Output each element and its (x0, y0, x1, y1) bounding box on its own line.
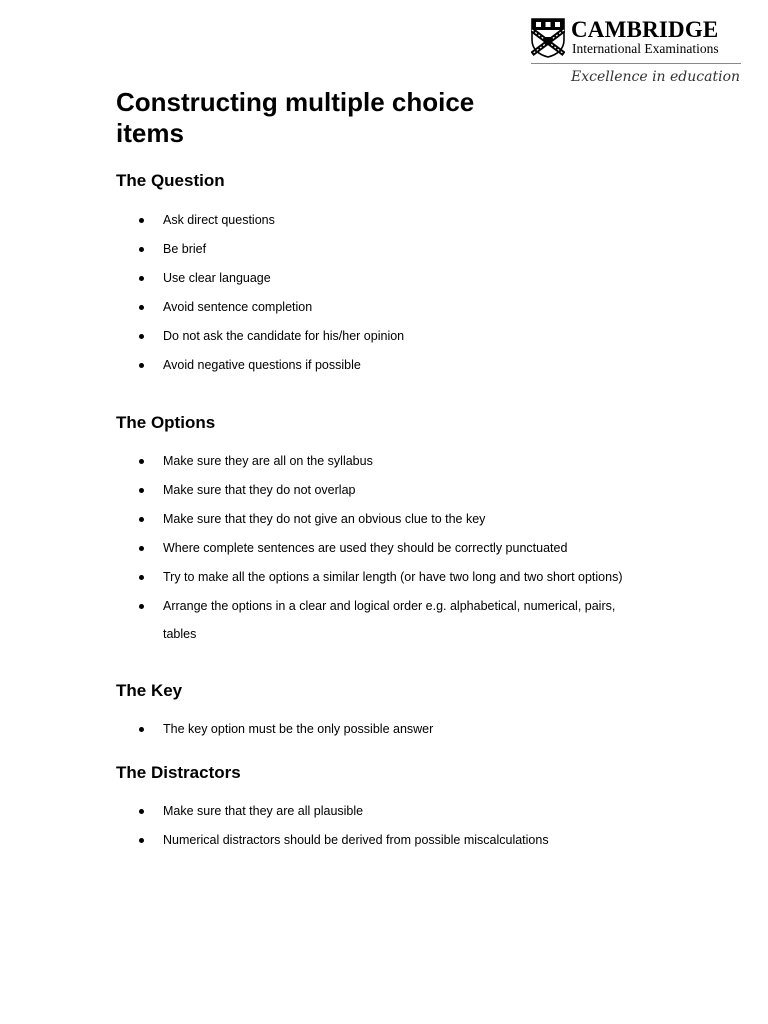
bullet-icon (139, 247, 144, 252)
list-item-text: Do not ask the candidate for his/her opinion (163, 329, 405, 343)
bullet-icon (139, 488, 144, 493)
list-item-text: Avoid sentence completion (163, 300, 313, 314)
list-item-text: The key option must be the only possible answer (163, 722, 434, 736)
list-item-text: Make sure that they do not overlap (163, 483, 356, 497)
bullet-icon (139, 604, 144, 609)
bullet-icon (139, 838, 144, 843)
list-item-text: Avoid negative questions if possible (163, 358, 361, 372)
list-item-text: Ask direct questions (163, 213, 275, 227)
brand-name: CAMBRIDGE (571, 17, 719, 42)
page-title: Constructing multiple choice items (116, 87, 475, 148)
bullet-icon (139, 546, 144, 551)
brand-tagline: Excellence in education (571, 69, 741, 85)
section-heading-options: The Options (116, 413, 216, 432)
list-item-text: Arrange the options in a clear and logical order e.g. alphabetical, numerical, pairs, tables (163, 599, 616, 641)
section-heading-question: The Question (116, 171, 225, 190)
list-item-text: Use clear language (163, 271, 271, 285)
list-item-text: Make sure that they do not give an obvious clue to the key (163, 512, 486, 526)
bullet-icon (139, 218, 144, 223)
bullet-icon (139, 809, 144, 814)
list-item-text: Where complete sentences are used they should be correctly punctuated (163, 541, 568, 555)
brand-divider (531, 63, 741, 64)
bullet-icon (139, 334, 144, 339)
crest-icon (531, 18, 565, 58)
section-heading-distractors: The Distractors (116, 763, 241, 782)
bullet-icon (139, 305, 144, 310)
bullet-icon (139, 727, 144, 732)
bullet-icon (139, 517, 144, 522)
list-item-text: Make sure they are all on the syllabus (163, 454, 373, 468)
list-item-text: Numerical distractors should be derived from possible miscalculations (163, 833, 549, 847)
brand-subtitle: International Examinations (572, 41, 719, 56)
bullet-icon (139, 459, 144, 464)
bullet-icon (139, 363, 144, 368)
list-item-text: Make sure that they are all plausible (163, 804, 364, 818)
list-item-text: Try to make all the options a similar length (or have two long and two short options) (163, 570, 623, 584)
bullet-icon (139, 276, 144, 281)
cambridge-logo (531, 16, 743, 92)
section-heading-key: The Key (116, 681, 183, 700)
bullet-icon (139, 575, 144, 580)
list-item-text: Be brief (163, 242, 207, 256)
